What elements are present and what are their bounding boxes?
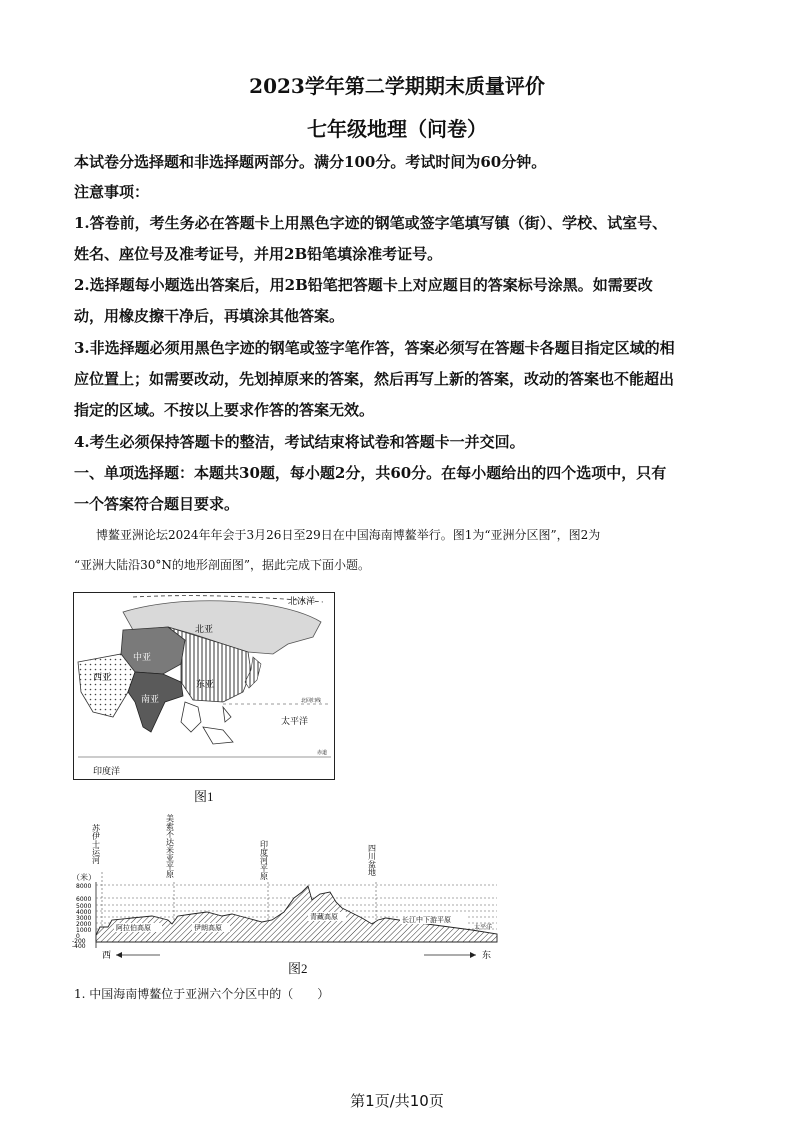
intro-text: 本试卷分选择题和非选择题两部分。满分100分。考试时间为60分钟。: [74, 153, 547, 171]
west-label: 西: [102, 951, 112, 961]
south-asia-label: 南亚: [141, 695, 160, 705]
notice-item-3-line-1: 3.非选择题必须用黑色字迹的钢笔或签字笔作答，答案必须写在答题卡各题目指定区域的相: [74, 339, 675, 357]
east-asia-label: 东亚: [196, 680, 215, 690]
ytick-neg200: -200: [72, 938, 86, 945]
section-heading-line-2: 一个答案符合题目要求。: [74, 495, 240, 513]
central-asia-label: 中亚: [133, 653, 152, 663]
notice-item-1-line-2: 姓名、座位号及准考证号，并用2B铅笔填涂准考证号。: [74, 245, 443, 263]
notice-item-4: 4.考生必须保持答题卡的整洁，考试结束将试卷和答题卡一并交回。: [74, 433, 525, 451]
arabia-label: 阿拉伯高原: [116, 924, 151, 932]
ytick-2000: 2000: [76, 921, 92, 928]
passage-line-1: 博鳌亚洲论坛2024年年会于3月26日至29日在中国海南博鳌举行。图1为“亚洲分区图”，图2为: [96, 528, 601, 542]
exam-subtitle: 七年级地理（问卷）: [307, 117, 487, 141]
asia-division-map: [73, 592, 335, 780]
west-asia-label: 西亚: [93, 673, 112, 683]
notice-item-3-line-2: 应位置上；如需要改动，先划掉原来的答案，然后再写上新的答案，改动的答案也不能超出: [74, 370, 675, 388]
y-axis-ticks: [72, 883, 91, 950]
question-1: 1. 中国海南博鳌位于亚洲六个分区中的（ ）: [74, 987, 330, 1001]
figure-1-caption: 图1: [194, 789, 214, 804]
ytick-5000: 5000: [76, 903, 92, 910]
notice-heading: 注意事项：: [74, 183, 150, 201]
east-label: 东: [482, 951, 492, 961]
ytick-3000: 3000: [76, 915, 92, 922]
pacific-profile-label: 太平洋: [474, 924, 493, 931]
ytick-neg400: -400: [72, 943, 86, 950]
notice-item-1-line-1: 1.答卷前，考生务必在答题卡上用黑色字迹的钢笔或签字笔填写镇（街）、学校、试室号、: [74, 214, 668, 232]
ganges-label: 印度河平原: [259, 840, 269, 880]
equator-label: 赤道: [317, 750, 328, 756]
terrain-profile-shape: [96, 886, 497, 942]
exam-title: 2023学年第二学期期末质量评价: [249, 74, 545, 98]
ytick-8000: 8000: [76, 883, 92, 890]
ytick-4000: 4000: [76, 909, 92, 916]
tibet-label: 青藏高原: [310, 913, 338, 921]
ytick-1000: 1000: [76, 927, 92, 934]
section-heading-line-1: 一、单项选择题：本题共30题，每小题2分，共60分。在每小题给出的四个选项中，只有: [74, 464, 667, 482]
indian-ocean-label: 印度洋: [93, 767, 121, 777]
terrain-profile-chart: [72, 812, 500, 962]
sichuan-label: 四川盆地: [367, 844, 377, 876]
notice-item-2-line-2: 动，用橡皮擦干净后，再填涂其他答案。: [74, 307, 345, 325]
mesopotamia-label: 美索不达米亚平原: [165, 814, 175, 878]
page-footer: 第1页/共10页: [350, 1092, 444, 1110]
arctic-label: 北冰洋: [288, 597, 316, 607]
pacific-label: 太平洋: [281, 717, 309, 727]
figure-2-caption: 图2: [288, 961, 308, 976]
suez-label: 苏伊士运河: [91, 824, 101, 864]
yangtze-label: 长江中下游平原: [402, 916, 451, 924]
tropic-label: 北回归线: [301, 698, 322, 704]
ytick-0: 0: [76, 933, 80, 940]
iran-label: 伊朗高原: [194, 924, 222, 932]
notice-item-3-line-3: 指定的区域。不按以上要求作答的答案无效。: [74, 401, 375, 419]
passage-line-2: “亚洲大陆沿30°N的地形剖面图”，据此完成下面小题。: [74, 558, 371, 572]
notice-item-2-line-1: 2.选择题每小题选出答案后，用2B铅笔把答题卡上对应题目的答案标号涂黑。如需要改: [74, 276, 653, 294]
north-asia-label: 北亚: [195, 625, 214, 635]
unit-label: （米）: [72, 873, 96, 882]
ytick-6000: 6000: [76, 896, 92, 903]
